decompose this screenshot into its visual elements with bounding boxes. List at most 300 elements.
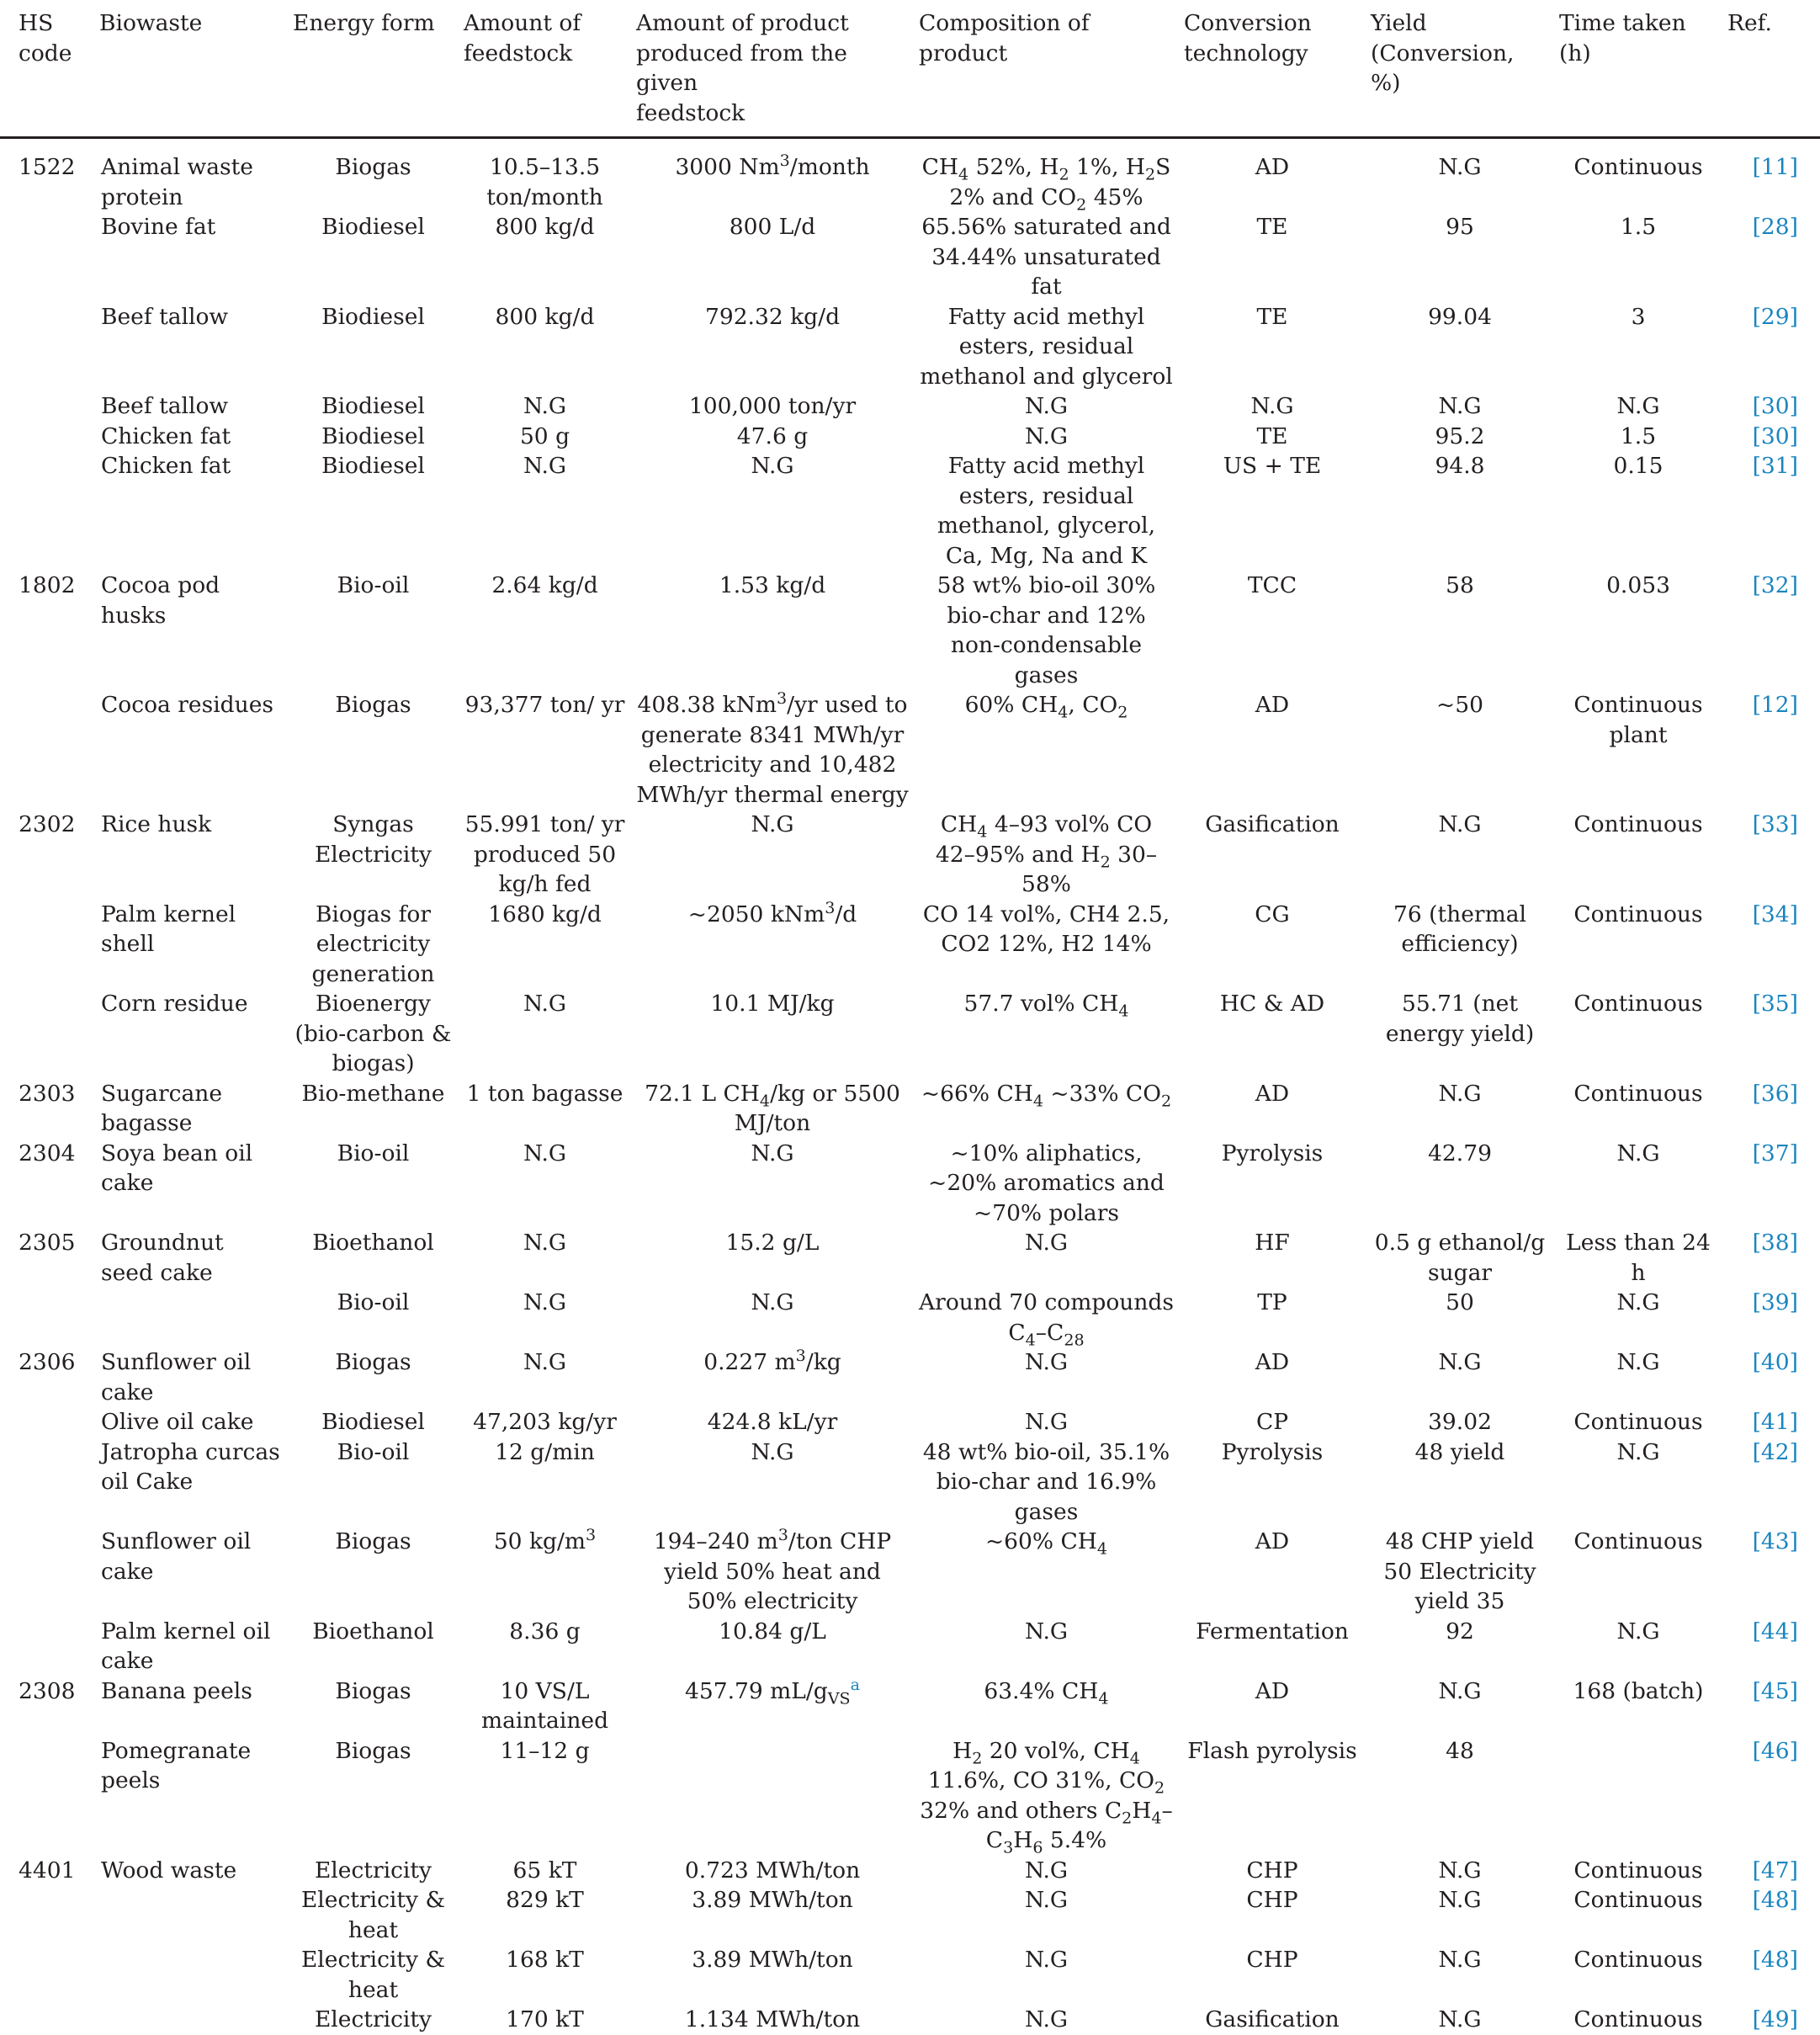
yield-cell: 94.8 xyxy=(1435,453,1485,479)
time-taken-cell: 0.15 xyxy=(1613,453,1663,479)
feedstock-amount-cell: 800 kg/d xyxy=(495,214,595,240)
product-amount-cell: 457.79 $mL/g_{VS}^a$ xyxy=(685,1675,860,1708)
energy-form-cell: Biogas xyxy=(335,154,411,180)
feedstock-amount-cell: 65 kT xyxy=(512,1857,577,1884)
technology-cell: HC & AD xyxy=(1219,991,1325,1017)
reference-link[interactable]: [32] xyxy=(1752,572,1798,598)
table-row xyxy=(0,900,1820,990)
time-taken-cell: N.G xyxy=(1616,1349,1660,1375)
energy-form-cell: Bioenergy (bio-carbon & biogas) xyxy=(294,991,452,1076)
feedstock-amount-cell: 50 g xyxy=(519,422,570,449)
header-composition xyxy=(914,0,1179,138)
table-row xyxy=(0,1437,1820,1528)
time-taken-cell: Continuous xyxy=(1573,901,1703,927)
biowaste-cell: Sugarcane bagasse xyxy=(101,1080,223,1136)
feedstock-amount-cell: N.G xyxy=(523,1140,567,1166)
product-amount-cell: 100,000 ton/yr xyxy=(688,393,857,419)
time-taken-cell: N.G xyxy=(1616,1289,1660,1315)
time-taken-cell: 3 xyxy=(1631,303,1646,330)
header-text: code xyxy=(19,40,72,66)
biowaste-cell: Animal waste protein xyxy=(101,154,253,210)
yield-cell: 42.79 xyxy=(1428,1140,1492,1166)
header-text: feedstock xyxy=(636,99,746,126)
table-header-row xyxy=(0,0,1820,138)
header-text: feedstock xyxy=(464,40,573,66)
time-taken-cell: N.G xyxy=(1616,393,1660,419)
yield-cell: N.G xyxy=(1438,1947,1482,1973)
composition-cell: 63.4% $CH_4$ xyxy=(984,1677,1109,1708)
technology-cell: CP xyxy=(1255,1409,1289,1435)
hs-code-cell: 1522 xyxy=(19,154,76,180)
hs-code-cell: 2308 xyxy=(19,1677,76,1704)
composition-cell: ~10% aliphatics, ~20% aromatics and ~70% polars xyxy=(928,1140,1165,1226)
product-amount-cell: 10.84 g/L xyxy=(719,1618,826,1644)
reference-link[interactable]: [40] xyxy=(1752,1349,1798,1375)
hs-code-cell xyxy=(0,1885,94,1945)
energy-form-cell: Bioethanol xyxy=(312,1230,434,1256)
time-taken-cell: Continuous xyxy=(1573,811,1703,837)
yield-cell: 39.02 xyxy=(1428,1409,1492,1435)
product-amount-cell: 0.227 $m^3/kg$ xyxy=(703,1347,841,1375)
biowaste-cell: Bovine fat xyxy=(101,214,216,240)
table-row xyxy=(0,1228,1820,1288)
energy-form-cell: Biodiesel xyxy=(321,422,425,449)
feedstock-amount-cell: 11–12 g xyxy=(500,1737,590,1764)
composition-cell: 60% $CH_4$, $CO_2$ xyxy=(964,692,1128,722)
time-taken-cell: Continuous xyxy=(1573,1887,1703,1913)
energy-form-cell: Biogas xyxy=(335,1737,411,1764)
reference-link[interactable]: [30] xyxy=(1752,422,1798,449)
technology-cell: TCC xyxy=(1247,572,1297,598)
composition-cell: N.G xyxy=(1024,1409,1069,1435)
feedstock-amount-cell: 1 ton bagasse xyxy=(466,1080,623,1107)
product-amount-cell: N.G xyxy=(751,1289,794,1315)
energy-form-cell: Biodiesel xyxy=(321,393,425,419)
hs-code-cell xyxy=(0,1617,94,1676)
hs-code-cell: 2303 xyxy=(19,1080,76,1107)
header-amount-feedstock xyxy=(459,0,631,138)
hs-code-cell: 2302 xyxy=(19,811,76,837)
product-amount-cell: 792.32 kg/d xyxy=(704,303,841,330)
table-row xyxy=(0,810,1820,900)
table-row xyxy=(0,302,1820,392)
header-text: Amount of xyxy=(464,10,581,36)
feedstock-amount-cell: 168 kT xyxy=(506,1947,584,1973)
reference-link[interactable]: [46] xyxy=(1752,1737,1798,1764)
header-yield xyxy=(1366,0,1554,138)
table-row xyxy=(0,1407,1820,1437)
product-amount-cell: 3000 Nm$^3$/month xyxy=(675,151,870,180)
header-conversion-technology xyxy=(1179,0,1366,138)
time-taken-cell: 1.5 xyxy=(1620,422,1657,449)
energy-form-cell: Electricity & heat xyxy=(300,1947,446,2003)
composition-cell: N.G xyxy=(1024,1618,1069,1644)
hs-code-cell xyxy=(0,2005,94,2035)
technology-cell: AD xyxy=(1255,154,1290,180)
feedstock-amount-cell: 93,377 ton/ yr xyxy=(464,692,625,718)
biowaste-cell: Palm kernel oil cake xyxy=(101,1618,271,1674)
reference-link[interactable]: [43] xyxy=(1752,1528,1798,1554)
reference-link[interactable]: [48] xyxy=(1752,1887,1798,1913)
time-taken-cell: Continuous xyxy=(1573,154,1703,180)
composition-cell: N.G xyxy=(1024,1230,1069,1256)
table-row xyxy=(0,1347,1820,1407)
yield-cell: N.G xyxy=(1438,1887,1482,1913)
time-taken-cell xyxy=(1554,1736,1722,1856)
composition-cell: 57.7 vol% $CH_4$ xyxy=(963,991,1129,1021)
feedstock-amount-cell: 2.64 kg/d xyxy=(491,572,598,598)
table-row xyxy=(0,212,1820,302)
feedstock-amount-cell: N.G xyxy=(523,1289,567,1315)
header-time-taken xyxy=(1554,0,1722,138)
yield-cell: 0.5 g ethanol/g sugar xyxy=(1374,1230,1546,1286)
reference-link[interactable]: [28] xyxy=(1752,214,1798,240)
reference-link[interactable]: [37] xyxy=(1752,1140,1798,1166)
composition-cell: ~66% $CH_4$ ~33% $CO_2$ xyxy=(921,1080,1172,1110)
biowaste-cell: Sunflower oil cake xyxy=(101,1349,252,1405)
composition-cell: Fatty acid methyl esters, residual methanol and glycerol xyxy=(920,303,1173,390)
feedstock-amount-cell: N.G xyxy=(523,393,567,419)
reference-link[interactable]: [33] xyxy=(1752,811,1798,837)
energy-form-cell: Syngas Electricity xyxy=(314,811,432,868)
hs-code-cell xyxy=(0,1288,94,1347)
time-taken-cell: N.G xyxy=(1616,1618,1660,1644)
composition-cell: 58 wt% bio-oil 30% bio-char and 12% non-condensable gases xyxy=(937,572,1156,688)
biowaste-cell: Cocoa pod husks xyxy=(101,572,220,629)
reference-link[interactable]: [42] xyxy=(1752,1438,1798,1465)
hs-code-cell xyxy=(0,1437,94,1528)
header-biowaste xyxy=(94,0,288,138)
header-ref xyxy=(1722,0,1820,138)
biowaste-cell: Beef tallow xyxy=(101,303,229,330)
time-taken-cell: N.G xyxy=(1616,1438,1660,1465)
time-taken-cell: Continuous xyxy=(1573,1080,1703,1107)
reference-link[interactable]: [29] xyxy=(1752,303,1798,330)
biowaste-cell: Wood waste xyxy=(101,1857,237,1884)
product-amount-cell xyxy=(631,1736,914,1856)
biowaste-cell: Groundnut seed cake xyxy=(101,1230,224,1286)
energy-form-cell: Bioethanol xyxy=(312,1618,434,1644)
product-amount-cell: N.G xyxy=(751,1140,794,1166)
feedstock-amount-cell: 1680 kg/d xyxy=(488,901,602,927)
technology-cell: TP xyxy=(1257,1289,1287,1315)
composition-cell: Around 70 compounds $C_4-C_{28}$ xyxy=(919,1289,1174,1349)
product-amount-cell: 194–240 $m^3$/ton CHP yield 50% heat and 50% electricity xyxy=(653,1526,892,1614)
biowaste-cell: Chicken fat xyxy=(101,422,231,449)
header-text: Yield xyxy=(1371,10,1427,36)
technology-cell: AD xyxy=(1255,692,1290,718)
technology-cell: AD xyxy=(1255,1349,1290,1375)
technology-cell: TE xyxy=(1256,422,1288,449)
reference-link[interactable]: [30] xyxy=(1752,393,1798,419)
technology-cell: N.G xyxy=(1250,393,1294,419)
product-amount-cell: 72.1 L $CH_4/kg$ or 5500 MJ/ton xyxy=(645,1080,900,1136)
composition-cell: N.G xyxy=(1024,1947,1069,1973)
header-text: Time taken xyxy=(1559,10,1686,36)
header-text: Amount of product xyxy=(636,10,849,36)
product-amount-cell: 0.723 MWh/ton xyxy=(684,1857,861,1884)
biowaste-cell: Corn residue xyxy=(101,991,248,1017)
composition-cell: N.G xyxy=(1024,422,1069,449)
header-text: product xyxy=(919,40,1008,66)
feedstock-amount-cell: 829 kT xyxy=(506,1887,584,1913)
feedstock-amount-cell: 50 $kg/m^3$ xyxy=(493,1526,597,1554)
table-row xyxy=(0,989,1820,1079)
technology-cell: Pyrolysis xyxy=(1221,1438,1324,1465)
biowaste-cell: Beef tallow xyxy=(101,393,229,419)
biowaste-cell: Cocoa residues xyxy=(101,692,273,718)
yield-cell: N.G xyxy=(1438,1349,1482,1375)
technology-cell: Gasification xyxy=(1205,2006,1340,2032)
reference-link[interactable]: [35] xyxy=(1752,991,1798,1017)
header-text: Biowaste xyxy=(99,10,203,36)
yield-cell: 48 CHP yield 50 Electricity yield 35 xyxy=(1383,1528,1536,1614)
header-text: %) xyxy=(1371,70,1401,96)
energy-form-cell: Bio-oil xyxy=(337,1289,410,1315)
header-text: Energy form xyxy=(293,10,435,36)
technology-cell: AD xyxy=(1255,1677,1290,1704)
table-row xyxy=(0,1288,1820,1347)
table-row xyxy=(0,391,1820,422)
header-text: HS xyxy=(19,10,54,36)
energy-form-cell: Biodiesel xyxy=(321,214,425,240)
hs-code-cell xyxy=(0,302,94,392)
energy-form-cell: Biodiesel xyxy=(321,1409,425,1435)
technology-cell: US + TE xyxy=(1223,453,1322,479)
biowaste-cell: Chicken fat xyxy=(101,453,231,479)
biowaste-cell: Rice husk xyxy=(101,811,212,837)
yield-cell: 95.2 xyxy=(1435,422,1485,449)
reference-link[interactable]: [44] xyxy=(1752,1618,1798,1644)
table-row xyxy=(0,1139,1820,1229)
header-text: (h) xyxy=(1559,40,1591,66)
biowaste-cell: Pomegranate peels xyxy=(101,1737,252,1793)
time-taken-cell: Continuous xyxy=(1573,1947,1703,1973)
hs-code-cell xyxy=(0,1407,94,1437)
yield-cell: 48 xyxy=(1446,1737,1474,1764)
yield-cell: N.G xyxy=(1438,1857,1482,1884)
composition-cell: Fatty acid methyl esters, residual methanol, glycerol, Ca, Mg, Na and K xyxy=(937,453,1156,569)
yield-cell: 99.04 xyxy=(1428,303,1492,330)
product-amount-cell: 408.38 kNm$^3$/yr used to generate 8341 MWh/yr electricity and 10,482 MWh/yr thermal energy xyxy=(636,689,909,808)
energy-form-cell: Electricity & heat xyxy=(300,1887,446,1943)
technology-cell: TE xyxy=(1256,303,1288,330)
energy-form-cell: Biodiesel xyxy=(321,303,425,330)
hs-code-cell xyxy=(0,391,94,422)
reference-link[interactable]: [41] xyxy=(1752,1409,1798,1435)
biowaste-cell: Jatropha curcas oil Cake xyxy=(101,1438,280,1495)
product-amount-cell: 15.2 g/L xyxy=(725,1230,820,1256)
energy-form-cell: Bio-oil xyxy=(337,1438,410,1465)
energy-form-cell: Biogas for electricity generation xyxy=(311,901,435,987)
biowaste-cell xyxy=(94,1885,288,1945)
header-text: Composition of xyxy=(919,10,1090,36)
yield-cell: ~50 xyxy=(1436,692,1483,718)
header-text: produced from the given xyxy=(636,40,847,96)
hs-code-cell xyxy=(0,989,94,1079)
table-row xyxy=(0,138,1820,213)
biowaste-cell: Soya bean oil cake xyxy=(101,1140,253,1196)
reference-link[interactable]: [11] xyxy=(1752,154,1798,180)
feedstock-amount-cell: N.G xyxy=(523,453,567,479)
energy-form-cell: Electricity xyxy=(314,2006,432,2032)
technology-cell: Gasification xyxy=(1205,811,1340,837)
feedstock-amount-cell: N.G xyxy=(523,1230,567,1256)
product-amount-cell: 3.89 MWh/ton xyxy=(692,1887,853,1913)
hs-code-cell xyxy=(0,1945,94,2005)
technology-cell: CG xyxy=(1255,901,1290,927)
time-taken-cell: 0.053 xyxy=(1606,572,1670,598)
composition-cell: N.G xyxy=(1024,2006,1069,2032)
reference-link[interactable]: [49] xyxy=(1752,2006,1798,2032)
feedstock-amount-cell: 170 kT xyxy=(506,2006,584,2032)
yield-cell: 50 xyxy=(1446,1289,1474,1315)
yield-cell: 55.71 (net energy yield) xyxy=(1385,991,1535,1047)
technology-cell: AD xyxy=(1255,1080,1290,1107)
yield-cell: 48 yield xyxy=(1414,1438,1505,1465)
hs-code-cell: 2306 xyxy=(19,1349,76,1375)
hs-code-cell xyxy=(0,422,94,452)
energy-form-cell: Electricity xyxy=(314,1857,432,1884)
technology-cell: Pyrolysis xyxy=(1221,1140,1324,1166)
technology-cell: Fermentation xyxy=(1196,1618,1349,1644)
composition-cell: CO 14 vol%, CH4 2.5, CO2 12%, H2 14% xyxy=(922,901,1170,957)
yield-cell: N.G xyxy=(1438,1677,1482,1704)
header-hs-code xyxy=(0,0,94,138)
yield-cell: N.G xyxy=(1438,2006,1482,2032)
energy-form-cell: Biogas xyxy=(335,1677,411,1704)
time-taken-cell: Less than 24 h xyxy=(1566,1230,1711,1286)
yield-cell: N.G xyxy=(1438,811,1482,837)
table-row xyxy=(0,690,1820,810)
yield-cell: 58 xyxy=(1446,572,1474,598)
reference-link[interactable]: [38] xyxy=(1752,1230,1798,1256)
header-text: (Conversion, xyxy=(1371,40,1515,66)
hs-code-cell xyxy=(0,1527,94,1617)
product-amount-cell: 1.134 MWh/ton xyxy=(684,2006,861,2032)
table-row xyxy=(0,1856,1820,1886)
table-row xyxy=(0,2005,1820,2035)
biowaste-cell: Palm kernel shell xyxy=(101,901,236,957)
header-text: technology xyxy=(1184,40,1308,66)
biowaste-cell xyxy=(94,1945,288,2005)
header-amount-product xyxy=(631,0,914,138)
time-taken-cell: Continuous xyxy=(1573,991,1703,1017)
table-row xyxy=(0,1945,1820,2005)
feedstock-amount-cell: 800 kg/d xyxy=(495,303,595,330)
composition-cell: ~60% $CH_4$ xyxy=(984,1528,1108,1559)
technology-cell: CHP xyxy=(1246,1887,1298,1913)
header-energy-form xyxy=(288,0,459,138)
yield-cell: N.G xyxy=(1438,154,1482,180)
yield-cell: 76 (thermal efficiency) xyxy=(1393,901,1526,957)
hs-code-cell xyxy=(0,212,94,302)
table-row xyxy=(0,1676,1820,1736)
feedstock-amount-cell: 8.36 g xyxy=(509,1618,581,1644)
yield-cell: N.G xyxy=(1438,1080,1482,1107)
feedstock-amount-cell: N.G xyxy=(523,991,567,1017)
product-amount-cell: N.G xyxy=(751,811,794,837)
biowaste-cell: Banana peels xyxy=(101,1677,252,1704)
hs-code-cell: 1802 xyxy=(19,572,76,598)
yield-cell: N.G xyxy=(1438,393,1482,419)
energy-form-cell: Bio-oil xyxy=(337,1140,410,1166)
time-taken-cell: Continuous xyxy=(1573,1528,1703,1554)
table-row xyxy=(0,1885,1820,1945)
yield-cell: 92 xyxy=(1446,1618,1474,1644)
composition-cell: 65.56% saturated and 34.44% unsaturated fat xyxy=(921,214,1171,300)
reference-link[interactable]: [12] xyxy=(1752,692,1798,718)
composition-cell: 48 wt% bio-oil, 35.1% bio-char and 16.9% gases xyxy=(922,1438,1170,1525)
hs-code-cell xyxy=(0,451,94,571)
biowaste-cell xyxy=(94,2005,288,2035)
composition-cell: $CH_4$ 52%, $H_2$ 1%, $H_2S$ 2% and $CO_2$ 45% xyxy=(921,154,1171,214)
product-amount-cell: N.G xyxy=(751,1438,794,1465)
biowaste-cell: Olive oil cake xyxy=(101,1409,254,1435)
time-taken-cell: Continuous plant xyxy=(1573,692,1703,748)
product-amount-cell: 3.89 MWh/ton xyxy=(692,1947,853,1973)
composition-cell: $CH_4$ 4–93 vol% CO 42–95% and $H_2$ 30–58% xyxy=(935,811,1158,897)
composition-cell: N.G xyxy=(1024,1887,1069,1913)
composition-cell: N.G xyxy=(1024,1349,1069,1375)
composition-cell: N.G xyxy=(1024,1857,1069,1884)
reference-link[interactable]: [39] xyxy=(1752,1289,1798,1315)
hs-code-cell: 2304 xyxy=(19,1140,76,1166)
hs-code-cell xyxy=(0,900,94,990)
product-amount-cell: N.G xyxy=(751,453,794,479)
product-amount-cell: 10.1 MJ/kg xyxy=(710,991,835,1017)
reference-link[interactable]: [45] xyxy=(1752,1677,1798,1704)
hs-code-cell: 4401 xyxy=(19,1857,76,1884)
hs-code-cell: 2305 xyxy=(19,1230,76,1256)
product-amount-cell: 424.8 kL/yr xyxy=(707,1409,838,1435)
biowaste-cell: Sunflower oil cake xyxy=(101,1528,252,1585)
table-row xyxy=(0,1617,1820,1676)
time-taken-cell: Continuous xyxy=(1573,1857,1703,1884)
product-amount-cell: 47.6 g xyxy=(736,422,809,449)
feedstock-amount-cell: 55.991 ton/ yr produced 50 kg/h fed xyxy=(464,811,625,897)
technology-cell: TE xyxy=(1256,214,1288,240)
composition-cell: $H_2$ 20 vol%, $CH_4$ 11.6%, CO 31%, $CO_2$ 32% and others $C_2H_4-C_3H_6$ 5.4% xyxy=(920,1737,1173,1857)
composition-cell: N.G xyxy=(1024,393,1069,419)
table-row xyxy=(0,422,1820,452)
time-taken-cell: 168 (batch) xyxy=(1573,1677,1704,1704)
reference-link[interactable]: [31] xyxy=(1752,453,1798,479)
feedstock-amount-cell: 47,203 kg/yr xyxy=(473,1409,617,1435)
energy-form-cell: Bio-methane xyxy=(301,1080,445,1107)
time-taken-cell: Continuous xyxy=(1573,1409,1703,1435)
table-row xyxy=(0,1079,1820,1139)
table-row xyxy=(0,1527,1820,1617)
technology-cell: Flash pyrolysis xyxy=(1187,1737,1357,1764)
table-row xyxy=(0,1736,1820,1856)
technology-cell: HF xyxy=(1255,1230,1290,1256)
feedstock-amount-cell: 10.5–13.5 ton/month xyxy=(486,154,603,210)
hs-code-cell xyxy=(0,690,94,810)
reference-link[interactable]: [36] xyxy=(1752,1080,1798,1107)
technology-cell: CHP xyxy=(1246,1947,1298,1973)
hs-code-cell xyxy=(0,1736,94,1856)
reference-link[interactable]: [34] xyxy=(1752,901,1798,927)
reference-link[interactable]: [47] xyxy=(1752,1857,1798,1884)
time-taken-cell: N.G xyxy=(1616,1140,1660,1166)
reference-link[interactable]: [48] xyxy=(1752,1947,1798,1973)
energy-form-cell: Biogas xyxy=(335,692,411,718)
product-amount-cell: 800 L/d xyxy=(729,214,816,240)
energy-form-cell: Biogas xyxy=(335,1349,411,1375)
product-amount-cell: 1.53 kg/d xyxy=(719,572,826,598)
feedstock-amount-cell: 12 g/min xyxy=(495,1438,595,1465)
